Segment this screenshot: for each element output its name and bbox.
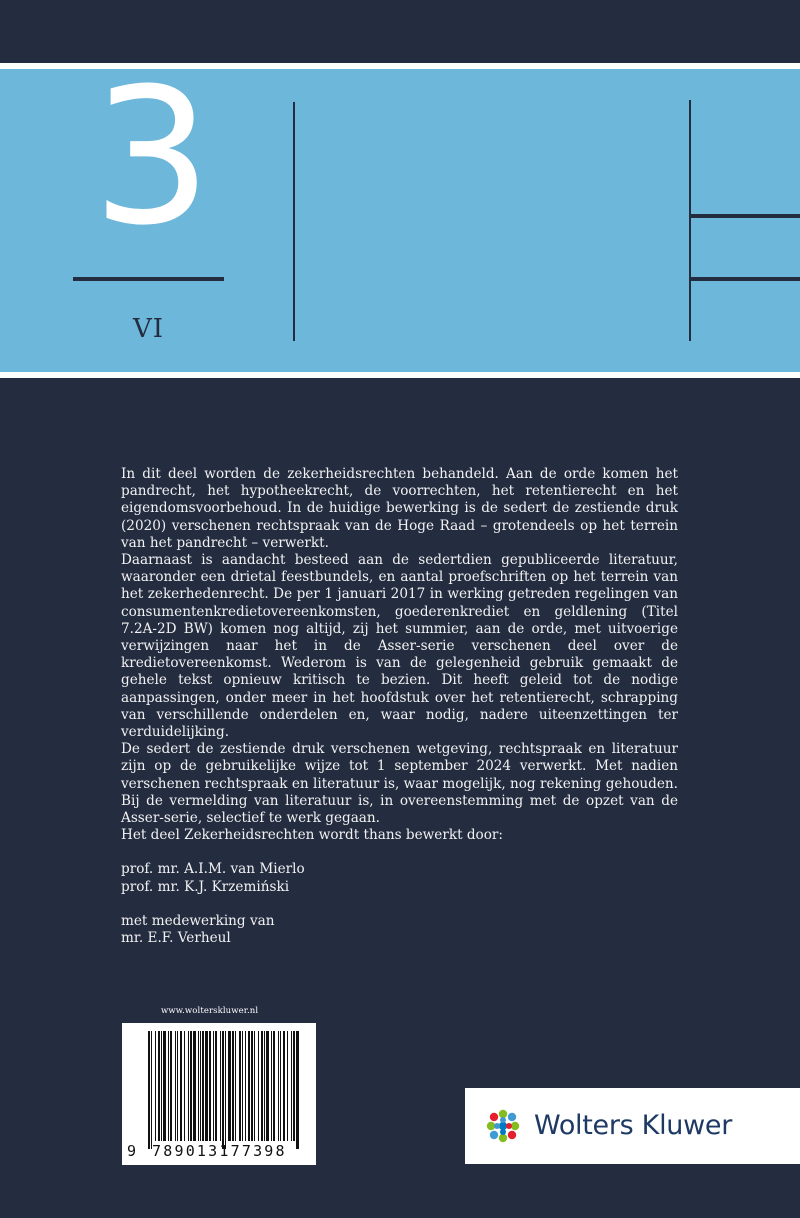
barcode-bar	[209, 1031, 211, 1141]
barcode-bar	[261, 1031, 263, 1141]
wolters-kluwer-logo-icon	[483, 1106, 523, 1146]
horizontal-rule-right-lower	[690, 277, 800, 281]
barcode-bar	[177, 1031, 178, 1141]
author-name: prof. mr. A.I.M. van Mierlo	[121, 861, 305, 878]
barcode-bar	[245, 1031, 246, 1141]
barcode-bar	[158, 1031, 160, 1141]
volume-number: 3	[92, 48, 212, 267]
barcode-bar	[184, 1031, 185, 1141]
barcode-bar	[239, 1031, 241, 1141]
barcode-bar	[266, 1031, 269, 1141]
barcode-bar	[283, 1031, 285, 1141]
vertical-rule-right	[689, 100, 691, 341]
barcode-bar	[220, 1031, 221, 1141]
collaborator-name: mr. E.F. Verheul	[121, 930, 231, 947]
barcode-bar	[248, 1031, 250, 1141]
barcode-bar	[148, 1031, 150, 1149]
isbn-digits	[122, 1142, 316, 1162]
isbn-first-digit: 9	[127, 1142, 137, 1160]
barcode-bar	[200, 1031, 201, 1141]
barcode-bar	[258, 1031, 259, 1141]
isbn-number: 789013177398	[152, 1142, 287, 1160]
barcode-bar	[188, 1031, 189, 1141]
isbn-barcode	[122, 1023, 316, 1165]
barcode-bar	[296, 1031, 299, 1149]
volume-part: VI	[132, 314, 165, 344]
barcode-bar	[205, 1031, 208, 1141]
spacer	[121, 844, 678, 861]
barcode-bar	[198, 1031, 199, 1141]
blurb-paragraph: Daarnaast is aandacht besteed aan de sedertdien gepubliceerde literatuur, waaronder een drietal feestbundels, en aantal proefschriften op het terrein van het zekerhedenrecht. De per 1 januari 2017 in werking getreden regelingen van consumentenkredietovereenkomsten, goederenkrediet en geldlening (Titel 7.2A-2D BW) komen nog altijd, zij het summier, aan de orde, met uitvoerige verwijzingen naar het in de Asser-serie verschenen deel over de kredietovereenkomst. Wederom is van de gelegenheid gebruik gemaakt de gehele tekst opnieuw kritisch te bezien. Dit heeft geleid tot de nodige aanpassingen, onder meer in het hoofdstuk over het retentierecht, schrapping van verschillende onderdelen en, waar nodig, nadere uiteenzettingen ter verduidelijking.	[121, 552, 678, 741]
author-name: prof. mr. K.J. Krzemiński	[121, 878, 290, 895]
barcode-bar	[264, 1031, 265, 1141]
barcode-bar	[215, 1031, 217, 1141]
spacer	[121, 896, 678, 913]
blurb-paragraph: De sedert de zestiende druk verschenen wetgeving, rechtspraak en literatuur zijn op de gebruikelijke wijze tot 1 september 2024 verwerkt. Met nadien verschenen rechtspraak en literatuur is, waar mogelijk, nog rekening gehouden. Bij de vermelding van literatuur is, in overeenstemming met de opzet van de Asser-serie, selectief te werk gegaan.	[121, 741, 678, 827]
barcode-bar	[155, 1031, 156, 1141]
barcode-bar	[242, 1031, 243, 1141]
volume-divider	[73, 277, 224, 281]
barcode-bar	[287, 1031, 288, 1141]
publisher-logo	[465, 1088, 800, 1164]
barcode-bar	[213, 1031, 214, 1141]
barcode-bar	[168, 1031, 169, 1141]
barcode-bar	[161, 1031, 162, 1141]
horizontal-rule-right-upper	[690, 214, 800, 218]
vertical-rule-left	[293, 102, 295, 341]
barcode-bar	[190, 1031, 192, 1141]
barcode-bar	[232, 1031, 234, 1141]
blurb-paragraph: Het deel Zekerheidsrechten wordt thans bewerkt door:	[121, 827, 504, 844]
barcode-bar	[180, 1031, 182, 1141]
barcode-bar	[293, 1031, 295, 1141]
barcode-bar	[151, 1031, 152, 1149]
barcode-bar	[254, 1031, 255, 1141]
barcode-bar	[291, 1031, 292, 1141]
collaboration-label: met medewerking van	[121, 912, 275, 929]
barcode-bar	[235, 1031, 236, 1141]
barcode-bar	[202, 1031, 204, 1141]
publisher-url: www.wolterskluwer.nl	[161, 1006, 259, 1016]
barcode-bar	[280, 1031, 281, 1141]
publisher-name: Wolters Kluwer	[534, 1110, 732, 1141]
barcode-bar	[228, 1031, 231, 1141]
barcode-bar	[170, 1031, 172, 1141]
barcode-bar	[193, 1031, 196, 1141]
barcode-bar	[175, 1031, 176, 1141]
barcode-bar	[225, 1031, 226, 1149]
barcode-bar	[222, 1031, 224, 1149]
blurb-paragraph: In dit deel worden de zekerheidsrechten behandeld. Aan de orde komen het pandrecht, het hypotheekrecht, de voorrechten, het retentierecht en het eigendomsvoorbehoud. In de huidige bewerking is de sedert de zestiende druk (2020) verschenen rechtspraak van de Hoge Raad – grotendeels op het terrein van het pandrecht – verwerkt.	[121, 466, 678, 551]
barcode-bar	[278, 1031, 279, 1141]
barcode-bar	[271, 1031, 272, 1141]
back-cover-blurb	[121, 466, 678, 947]
barcode-bar	[163, 1031, 166, 1141]
barcode-bar	[273, 1031, 275, 1141]
barcode-bar	[251, 1031, 253, 1141]
